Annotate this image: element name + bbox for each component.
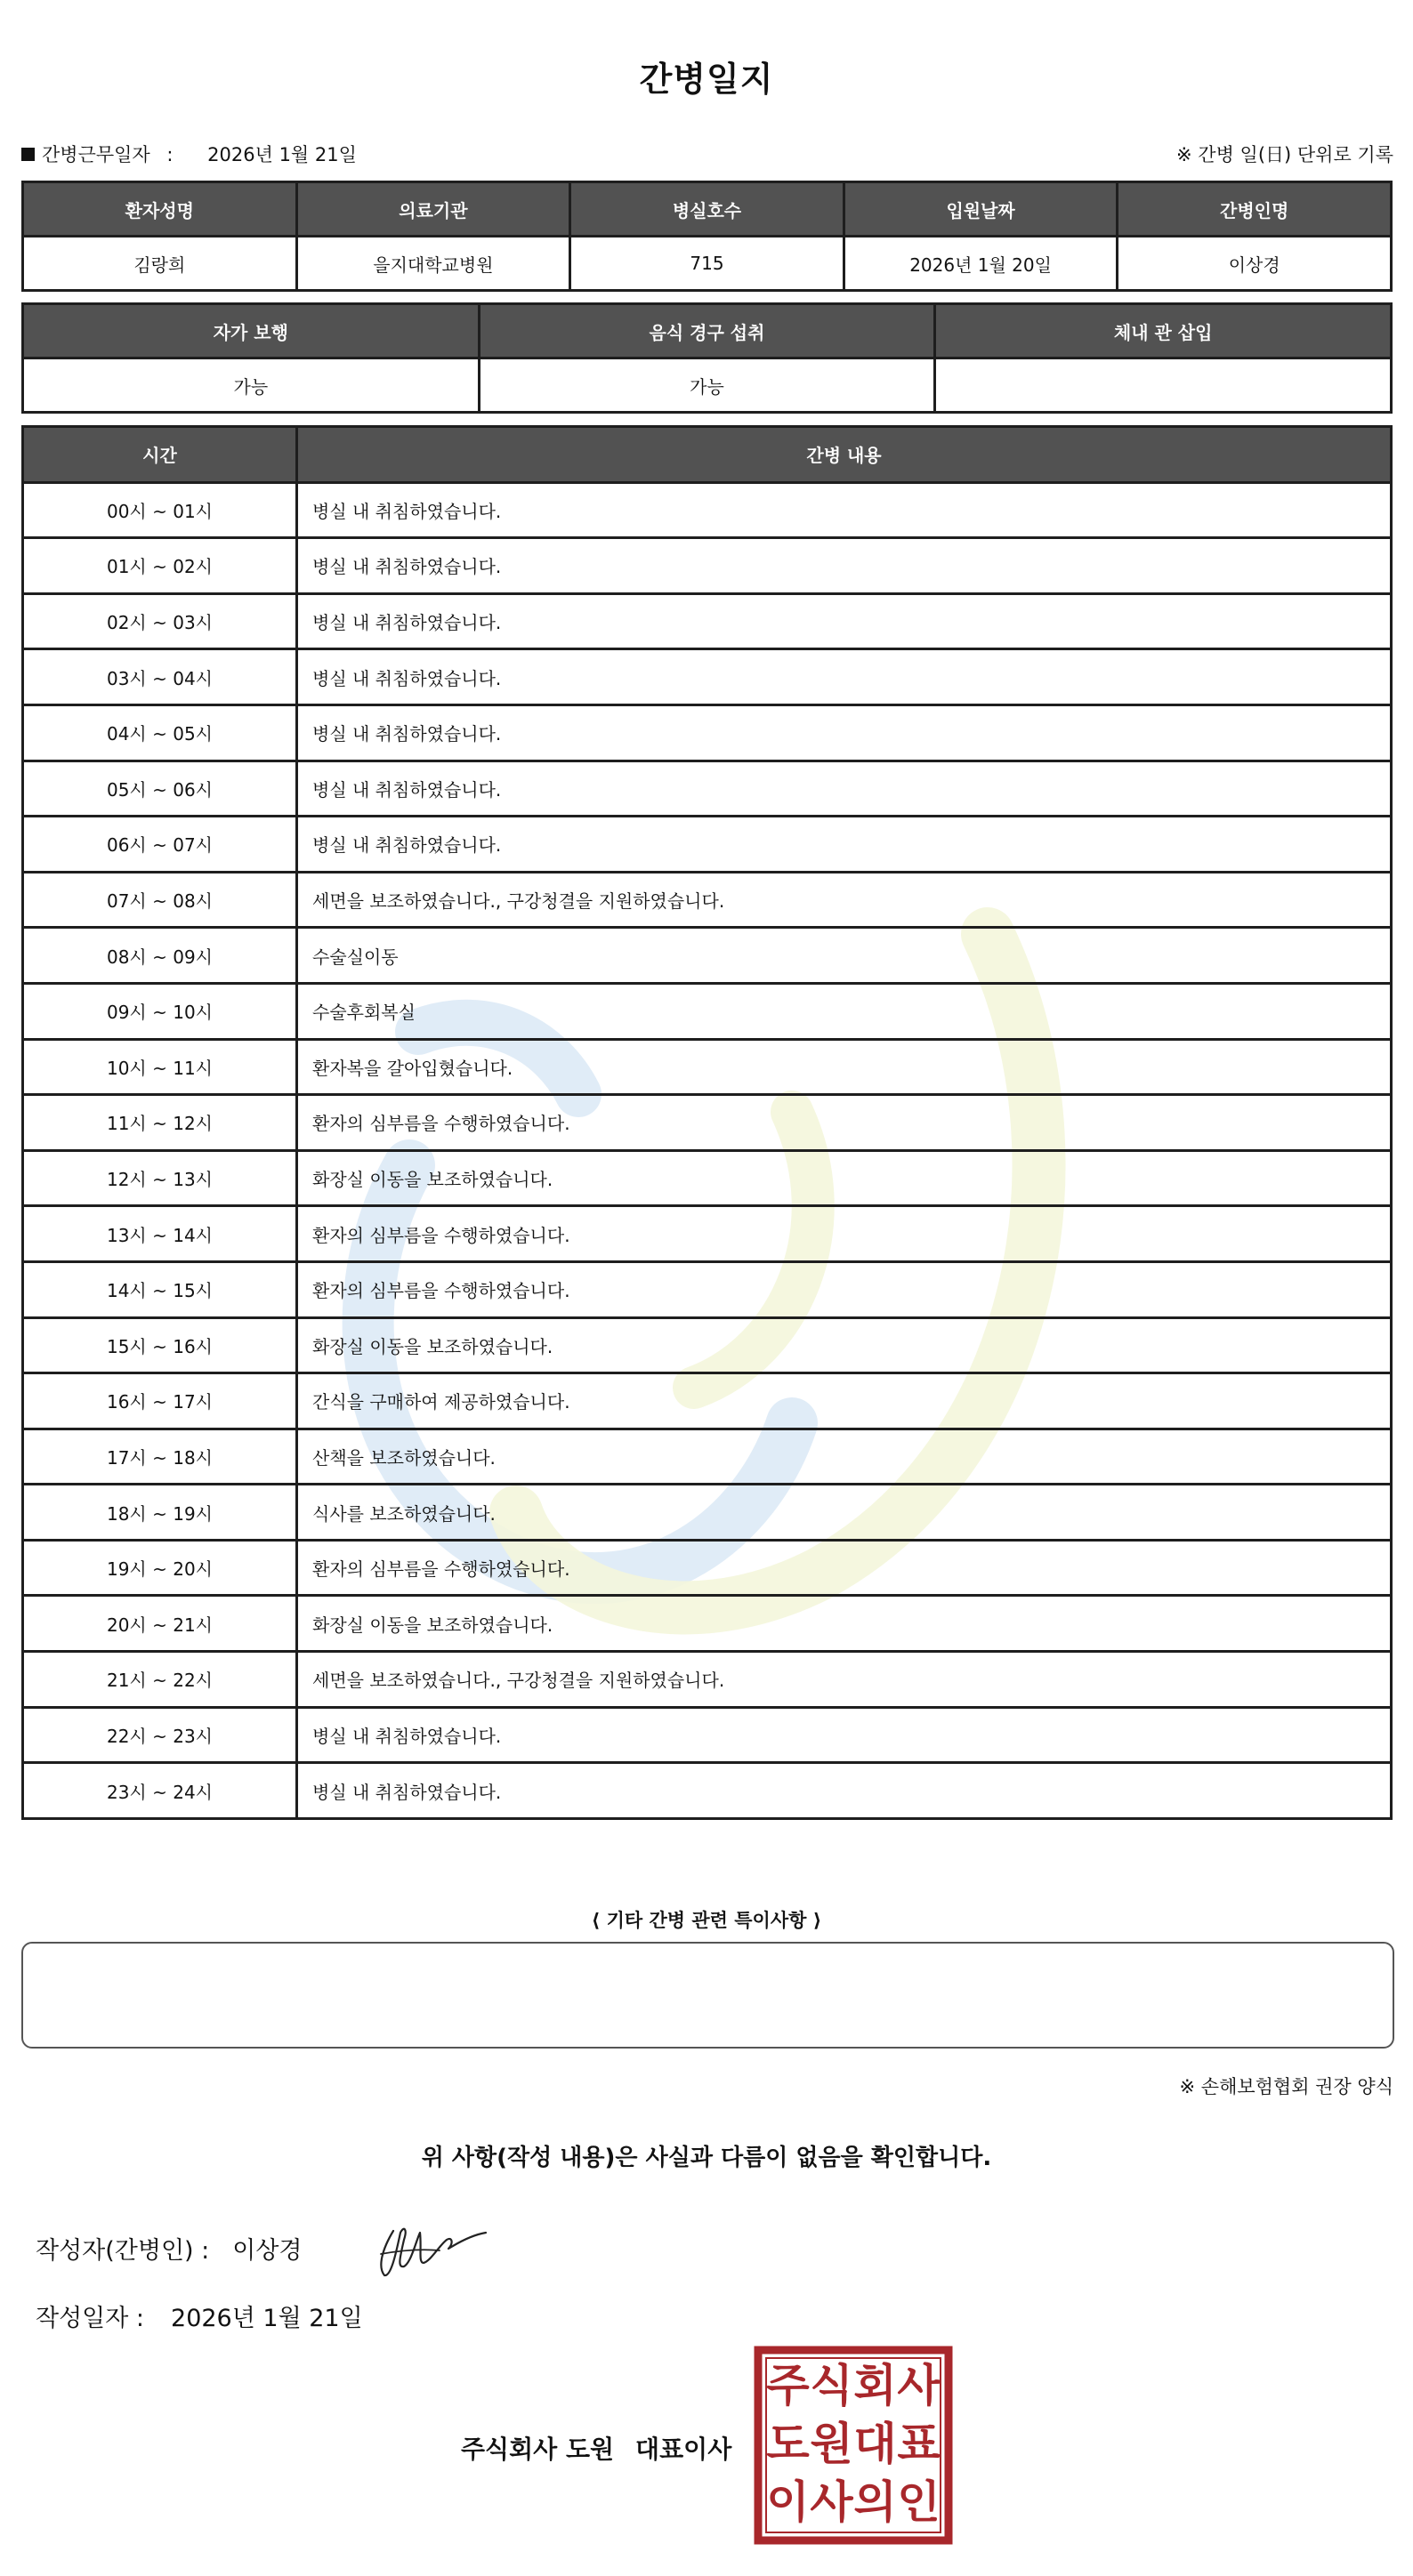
self-walking-value: 가능: [23, 358, 480, 413]
care-log-row: [23, 1429, 1392, 1485]
care-log-time: 09시 ~ 10시: [23, 983, 297, 1039]
record-note: ※ 간병 일(日) 단위로 기록: [1176, 144, 1393, 165]
care-log-time: 00시 ~ 01시: [23, 482, 297, 538]
notes-content: [23, 1944, 1393, 1968]
seal-character: 도: [766, 2418, 810, 2470]
seal-character: 회: [853, 2360, 897, 2412]
form-source-note: ※ 손해보험협회 권장 양식: [1179, 2076, 1393, 2097]
patient-ability-table: [21, 302, 1393, 414]
care-log-time: 23시 ~ 24시: [23, 1763, 297, 1819]
care-log-content: 세면을 보조하였습니다., 구강청결을 지원하였습니다.: [297, 872, 1392, 928]
notes-box: [21, 1942, 1394, 2049]
care-log-time: 01시 ~ 02시: [23, 538, 297, 594]
care-log-time: 22시 ~ 23시: [23, 1707, 297, 1763]
header-time: 시간: [23, 427, 297, 483]
care-log-row: [23, 1261, 1392, 1317]
seal-character: 원: [810, 2418, 853, 2470]
care-log-row: [23, 482, 1392, 538]
care-log-content: 간식을 구매하여 제공하였습니다.: [297, 1373, 1392, 1429]
care-log-row: [23, 1485, 1392, 1541]
seal-character: 대: [853, 2418, 897, 2470]
care-log-content: 환자의 심부름을 수행하였습니다.: [297, 1261, 1392, 1317]
admission-date-value: 2026년 1월 20일: [844, 237, 1118, 291]
care-log-table: [21, 425, 1393, 1820]
care-log-time: 07시 ~ 08시: [23, 872, 297, 928]
patient-info-value-row: [23, 237, 1392, 291]
header-care-content: 간병 내용: [297, 427, 1392, 483]
care-log-row: [23, 1039, 1392, 1095]
care-log-header-row: [23, 427, 1392, 483]
care-log-time: 18시 ~ 19시: [23, 1485, 297, 1541]
header-patient-name: 환자성명: [23, 182, 297, 237]
company-line: [461, 2430, 731, 2466]
header-tube-insertion: 체내 관 삽입: [935, 304, 1392, 358]
caregiver-signature: [365, 2213, 489, 2284]
care-log-row: [23, 1707, 1392, 1763]
written-date-line: [36, 2298, 363, 2333]
care-log-time: 13시 ~ 14시: [23, 1206, 297, 1262]
care-log-row: [23, 817, 1392, 873]
care-log-time: 12시 ~ 13시: [23, 1150, 297, 1206]
company-name: 주식회사 도원: [461, 2435, 615, 2464]
care-log-row: [23, 1652, 1392, 1708]
work-date-label: 간병근무일자: [42, 144, 150, 165]
care-log-content: 화장실 이동을 보조하였습니다.: [297, 1150, 1392, 1206]
care-log-time: 11시 ~ 12시: [23, 1095, 297, 1151]
care-log-time: 05시 ~ 06시: [23, 761, 297, 817]
seal-character: 이: [766, 2475, 810, 2528]
seal-character: 식: [810, 2360, 853, 2412]
care-log-row: [23, 1373, 1392, 1429]
header-hospital: 의료기관: [296, 182, 570, 237]
room-number-value: 715: [570, 237, 844, 291]
care-log-content: 수술실이동: [297, 928, 1392, 984]
care-log-time: 17시 ~ 18시: [23, 1429, 297, 1485]
seal-character: 사: [810, 2475, 853, 2528]
care-log-time: 04시 ~ 05시: [23, 704, 297, 761]
confirmation-statement: 위 사항(작성 내용)은 사실과 다름이 없음을 확인합니다.: [421, 2145, 992, 2171]
oral-intake-value: 가능: [479, 358, 935, 413]
care-log-time: 06시 ~ 07시: [23, 817, 297, 873]
square-bullet-icon: [21, 148, 35, 161]
care-log-content: 병실 내 취침하였습니다.: [297, 1763, 1392, 1819]
writer-name: 이상경: [232, 2237, 303, 2265]
care-log-content: 화장실 이동을 보조하였습니다.: [297, 1317, 1392, 1373]
care-log-time: 14시 ~ 15시: [23, 1261, 297, 1317]
care-log-time: 19시 ~ 20시: [23, 1540, 297, 1596]
care-log-content: 병실 내 취침하였습니다.: [297, 593, 1392, 649]
written-date-value: 2026년 1월 21일: [171, 2305, 363, 2332]
care-log-time: 21시 ~ 22시: [23, 1652, 297, 1708]
work-date-separator: :: [166, 144, 174, 165]
patient-name-value: 김랑희: [23, 237, 297, 291]
header-caregiver-name: 간병인명: [1118, 182, 1392, 237]
hospital-value: 을지대학교병원: [296, 237, 570, 291]
care-log-time: 02시 ~ 03시: [23, 593, 297, 649]
care-log-content: 병실 내 취침하였습니다.: [297, 704, 1392, 761]
tube-insertion-value: [935, 358, 1392, 413]
care-log-content: 화장실 이동을 보조하였습니다.: [297, 1596, 1392, 1652]
care-log-content: 병실 내 취침하였습니다.: [297, 538, 1392, 594]
care-log-content: 산책을 보조하였습니다.: [297, 1429, 1392, 1485]
care-log-row: [23, 1095, 1392, 1151]
care-log-content: 식사를 보조하였습니다.: [297, 1485, 1392, 1541]
seal-character: 사: [897, 2360, 941, 2412]
document-title: 간병일지: [639, 60, 774, 99]
care-log-time: 15시 ~ 16시: [23, 1317, 297, 1373]
care-log-row: [23, 1317, 1392, 1373]
written-date-label: 작성일자 :: [36, 2305, 145, 2332]
care-log-row: [23, 928, 1392, 984]
patient-info-header-row: [23, 182, 1392, 237]
seal-character: 의: [853, 2475, 897, 2528]
care-log-content: 환자의 심부름을 수행하였습니다.: [297, 1095, 1392, 1151]
ability-value-row: [23, 358, 1392, 413]
seal-character: 인: [897, 2475, 941, 2528]
writer-line: [36, 2231, 303, 2266]
care-log-content: 병실 내 취침하였습니다.: [297, 649, 1392, 705]
work-date-value: 2026년 1월 21일: [207, 144, 357, 165]
care-log-content: 병실 내 취침하였습니다.: [297, 817, 1392, 873]
notes-title: ⟨ 기타 간병 관련 특이사항 ⟩: [591, 1910, 822, 1931]
care-log-row: [23, 761, 1392, 817]
care-log-row: [23, 1150, 1392, 1206]
care-log-row: [23, 1763, 1392, 1819]
writer-label: 작성자(간병인) :: [36, 2237, 210, 2265]
patient-info-table: [21, 181, 1393, 292]
work-date-line: [21, 141, 357, 167]
seal-character: 표: [897, 2418, 941, 2470]
care-log-row: [23, 1596, 1392, 1652]
care-log-content: 병실 내 취침하였습니다.: [297, 761, 1392, 817]
care-log-content: 환자복을 갈아입혔습니다.: [297, 1039, 1392, 1095]
seal-characters: [766, 2360, 941, 2528]
care-log-content: 수술후회복실: [297, 983, 1392, 1039]
caregiver-name-value: 이상경: [1118, 237, 1392, 291]
care-log-time: 20시 ~ 21시: [23, 1596, 297, 1652]
care-log-time: 16시 ~ 17시: [23, 1373, 297, 1429]
care-log-content: 병실 내 취침하였습니다.: [297, 482, 1392, 538]
care-log-content: 환자의 심부름을 수행하였습니다.: [297, 1540, 1392, 1596]
care-log-time: 10시 ~ 11시: [23, 1039, 297, 1095]
care-log-row: [23, 704, 1392, 761]
care-log-row: [23, 649, 1392, 705]
header-self-walking: 자가 보행: [23, 304, 480, 358]
seal-character: 주: [766, 2360, 810, 2412]
header-oral-intake: 음식 경구 섭취: [479, 304, 935, 358]
care-log-body: [23, 482, 1392, 1818]
ability-header-row: [23, 304, 1392, 358]
care-log-content: 세면을 보조하였습니다., 구강청결을 지원하였습니다.: [297, 1652, 1392, 1708]
care-log-row: [23, 872, 1392, 928]
care-log-row: [23, 538, 1392, 594]
care-log-row: [23, 1540, 1392, 1596]
care-log-row: [23, 1206, 1392, 1262]
care-log-time: 03시 ~ 04시: [23, 649, 297, 705]
header-admission-date: 입원날짜: [844, 182, 1118, 237]
care-log-time: 08시 ~ 09시: [23, 928, 297, 984]
header-room-number: 병실호수: [570, 182, 844, 237]
care-log-content: 환자의 심부름을 수행하였습니다.: [297, 1206, 1392, 1262]
care-log-row: [23, 983, 1392, 1039]
company-seal-stamp: [753, 2345, 954, 2546]
care-log-content: 병실 내 취침하였습니다.: [297, 1707, 1392, 1763]
care-log-row: [23, 593, 1392, 649]
company-title: 대표이사: [635, 2435, 732, 2464]
